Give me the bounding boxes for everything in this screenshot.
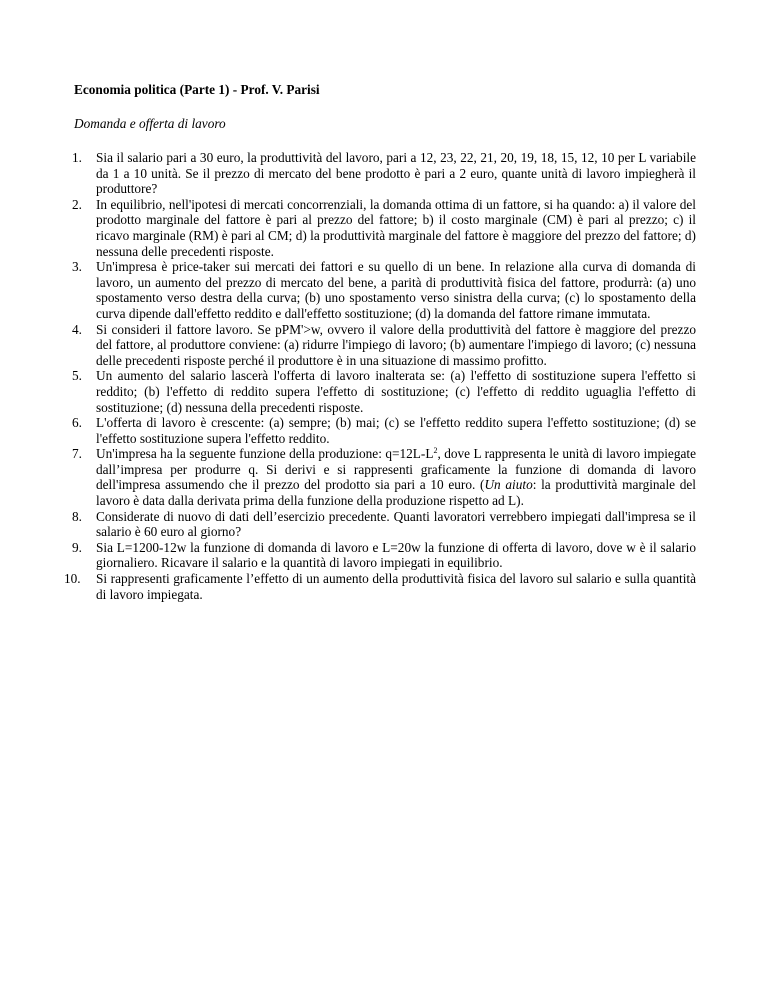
exercise-text: Si rappresenti graficamente l’effetto di un aumento della produttività fisica del lavoro sul salario e sulla quantità di lavoro impiegata.	[96, 571, 696, 602]
exercise-item-7	[74, 446, 696, 508]
document-page	[64, 82, 696, 602]
exercise-item-1	[74, 150, 696, 197]
exercise-text: Sia il salario pari a 30 euro, la produttività del lavoro, pari a 12, 23, 22, 21, 20, 19, 18, 15, 12, 10 per L variabile da 1 a 10 unità. Se il prezzo di mercato del bene prodotto è pari a 2 euro, quante unità di lavoro impiegherà il produttore?	[96, 150, 696, 197]
exercise-item-4	[74, 322, 696, 369]
exercise-text: Considerate di nuovo di dati dell’esercizio precedente. Quanti lavoratori verrebbero impiegati dall'impresa se il salario è 60 euro al giorno?	[96, 508, 696, 540]
exercise-item-3	[74, 259, 696, 321]
exercise-text-after-exponent: , dove L rappresenta le unità di lavoro impiegate dall’impresa per produrre q. Si derivi e si rappresenti graficamente la funzione di domanda di lavoro dell'impresa assumendo che il prezzo del prodotto sia pari a 10 euro. (	[96, 446, 696, 493]
exercise-text-before-exponent: Un'impresa ha la seguente funzione della produzione: q=12L-L	[96, 446, 434, 462]
exercise-item-2	[74, 197, 696, 259]
exercise-number: 7.	[72, 446, 82, 462]
exercise-number: 6.	[72, 415, 82, 431]
exercise-number: 4.	[72, 321, 82, 337]
exercise-number: 9.	[72, 539, 82, 555]
exercise-number: 1.	[72, 150, 82, 165]
hint-text: : la produttività marginale del lavoro è data dalla derivata prima della funzione della produzione rispetto ad L).	[96, 477, 696, 509]
exercise-item-10	[64, 571, 696, 602]
exercise-text: Si consideri il fattore lavoro. Se pPM'>w, ovvero il valore della produttività del fattore è maggiore del prezzo del fattore, al produttore conviene: (a) ridurre l'impiego di lavoro; (b) aumentare l'impiego di lavoro; (c) nessuna delle precedenti risposte perché il produttore è in una situazione di massimo profitto.	[96, 321, 696, 368]
exponent: 2	[433, 446, 438, 456]
exercise-item-9	[74, 540, 696, 571]
exercise-item-6	[74, 415, 696, 446]
exercise-text: Un'impresa è price-taker sui mercati dei fattori e su quello di un bene. In relazione alla curva di domanda di lavoro, un aumento del prezzo di mercato del bene, a parità di produttività fisica del fattore, produrrà: (a) uno spostamento verso destra della curva; (b) uno spostamento verso sinistra della curva; (c) lo spostamento della curva dipende dall'effetto reddito e dall'effetto sostituzione; (d) la domanda del fattore rimane immutata.	[96, 259, 696, 321]
exercise-item-5	[74, 368, 696, 415]
hint-label: Un aiuto	[484, 477, 533, 493]
exercise-text: Sia L=1200-12w la funzione di domanda di lavoro e L=20w la funzione di offerta di lavoro, dove w è il salario giornaliero. Ricavare il salario e la quantità di lavoro impiegati in equilibrio.	[96, 539, 696, 571]
exercise-number: 5.	[72, 368, 82, 384]
document-subtitle: Domanda e offerta di lavoro	[74, 116, 226, 131]
exercise-text: In equilibrio, nell'ipotesi di mercati concorrenziali, la domanda ottima di un fattore, si ha quando: a) il valore del prodotto marginale del fattore è pari al prezzo del fattore; b) il costo marginale (CM) è pari al prezzo; c) il ricavo marginale (RM) è pari al CM; d) la produttività marginale del fattore è maggiore del prezzo del fattore; d) nessuna delle precedenti risposte.	[96, 196, 696, 259]
exercise-text: Un aumento del salario lascerà l'offerta di lavoro inalterata se: (a) l'effetto di sostituzione supera l'effetto si reddito; (b) l'effetto di reddito supera l'effetto di sostituzione; (c) l'effetto di reddito uguaglia l'effetto di sostituzione; (d) nessuna della precedenti risposte.	[96, 368, 696, 415]
exercise-number: 3.	[72, 259, 82, 275]
exercise-list	[64, 150, 696, 602]
document-title: Economia politica (Parte 1) - Prof. V. Parisi	[74, 82, 320, 97]
exercise-number: 10.	[64, 571, 81, 587]
exercise-item-8	[74, 509, 696, 540]
exercise-number: 2.	[72, 196, 82, 212]
exercise-number: 8.	[72, 508, 82, 524]
exercise-text: L'offerta di lavoro è crescente: (a) sempre; (b) mai; (c) se l'effetto reddito supera l'effetto sostituzione; (d) se l'effetto sostituzione supera l'effetto reddito.	[96, 415, 696, 446]
